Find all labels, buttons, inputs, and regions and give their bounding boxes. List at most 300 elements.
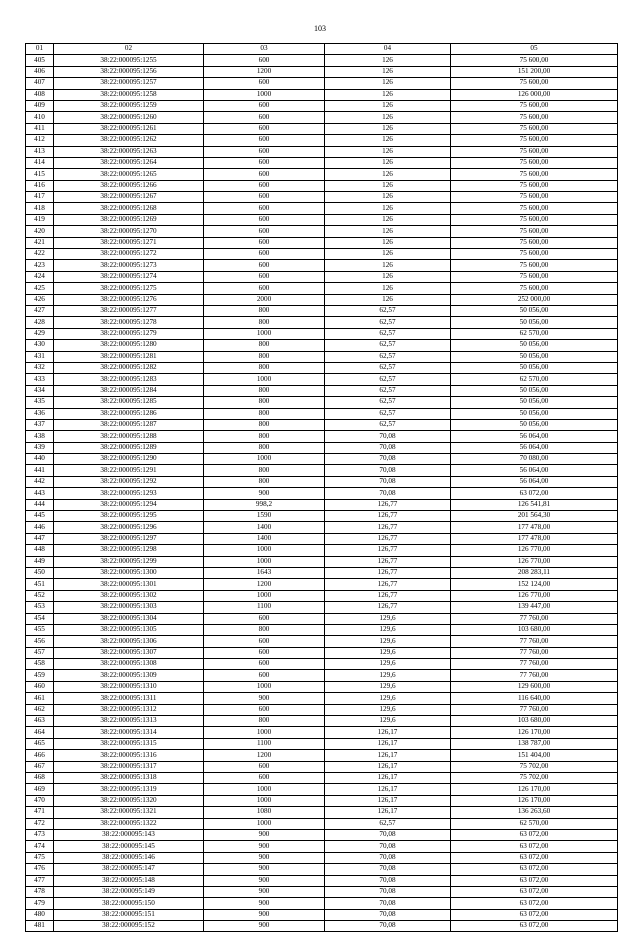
area-cell: 1000 bbox=[204, 795, 325, 806]
cadastral-number-cell: 38:22:000095:1288 bbox=[54, 431, 204, 442]
rate-cell: 70,08 bbox=[325, 829, 451, 840]
area-cell: 800 bbox=[204, 362, 325, 373]
rate-cell: 126 bbox=[325, 123, 451, 134]
row-number-cell: 428 bbox=[26, 317, 54, 328]
cadastral-number-cell: 38:22:000095:1280 bbox=[54, 340, 204, 351]
value-cell: 77 760,00 bbox=[451, 659, 618, 670]
table-row bbox=[26, 100, 618, 111]
rate-cell: 129,6 bbox=[325, 636, 451, 647]
cadastral-number-cell: 38:22:000095:1271 bbox=[54, 237, 204, 248]
row-number-cell: 471 bbox=[26, 807, 54, 818]
cadastral-number-cell: 38:22:000095:147 bbox=[54, 864, 204, 875]
area-cell: 1400 bbox=[204, 522, 325, 533]
row-number-cell: 481 bbox=[26, 921, 54, 932]
rate-cell: 70,08 bbox=[325, 841, 451, 852]
row-number-cell: 477 bbox=[26, 875, 54, 886]
row-number-cell: 480 bbox=[26, 909, 54, 920]
table-row bbox=[26, 146, 618, 157]
row-number-cell: 417 bbox=[26, 192, 54, 203]
rate-cell: 62,57 bbox=[325, 317, 451, 328]
value-cell: 63 072,00 bbox=[451, 864, 618, 875]
rate-cell: 62,57 bbox=[325, 340, 451, 351]
row-number-cell: 440 bbox=[26, 454, 54, 465]
cadastral-number-cell: 38:22:000095:1322 bbox=[54, 818, 204, 829]
table-header-row bbox=[26, 44, 618, 55]
table-row bbox=[26, 716, 618, 727]
row-number-cell: 442 bbox=[26, 476, 54, 487]
table-row bbox=[26, 66, 618, 77]
table-row bbox=[26, 522, 618, 533]
table-row bbox=[26, 875, 618, 886]
row-number-cell: 444 bbox=[26, 499, 54, 510]
area-cell: 900 bbox=[204, 909, 325, 920]
row-number-cell: 419 bbox=[26, 214, 54, 225]
table-row bbox=[26, 351, 618, 362]
area-cell: 600 bbox=[204, 157, 325, 168]
row-number-cell: 459 bbox=[26, 670, 54, 681]
area-cell: 1000 bbox=[204, 727, 325, 738]
table-row bbox=[26, 362, 618, 373]
area-cell: 800 bbox=[204, 385, 325, 396]
cadastral-number-cell: 38:22:000095:1273 bbox=[54, 260, 204, 271]
row-number-cell: 424 bbox=[26, 271, 54, 282]
area-cell: 600 bbox=[204, 773, 325, 784]
value-cell: 63 072,00 bbox=[451, 488, 618, 499]
row-number-cell: 412 bbox=[26, 135, 54, 146]
table-row bbox=[26, 511, 618, 522]
row-number-cell: 441 bbox=[26, 465, 54, 476]
table-row bbox=[26, 590, 618, 601]
rate-cell: 62,57 bbox=[325, 408, 451, 419]
rate-cell: 126,77 bbox=[325, 602, 451, 613]
row-number-cell: 475 bbox=[26, 852, 54, 863]
value-cell: 50 056,00 bbox=[451, 408, 618, 419]
value-cell: 75 600,00 bbox=[451, 157, 618, 168]
row-number-cell: 423 bbox=[26, 260, 54, 271]
row-number-cell: 415 bbox=[26, 169, 54, 180]
area-cell: 800 bbox=[204, 624, 325, 635]
cadastral-number-cell: 38:22:000095:1295 bbox=[54, 511, 204, 522]
table-row bbox=[26, 886, 618, 897]
cadastral-number-cell: 38:22:000095:1292 bbox=[54, 476, 204, 487]
value-cell: 75 600,00 bbox=[451, 112, 618, 123]
cadastral-number-cell: 38:22:000095:1289 bbox=[54, 442, 204, 453]
table-row bbox=[26, 305, 618, 316]
table-row bbox=[26, 55, 618, 66]
row-number-cell: 426 bbox=[26, 294, 54, 305]
area-cell: 900 bbox=[204, 886, 325, 897]
area-cell: 900 bbox=[204, 898, 325, 909]
rate-cell: 126 bbox=[325, 157, 451, 168]
row-number-cell: 438 bbox=[26, 431, 54, 442]
value-cell: 75 600,00 bbox=[451, 100, 618, 111]
cadastral-number-cell: 38:22:000095:1301 bbox=[54, 579, 204, 590]
table-row bbox=[26, 704, 618, 715]
area-cell: 600 bbox=[204, 647, 325, 658]
row-number-cell: 413 bbox=[26, 146, 54, 157]
table-row bbox=[26, 613, 618, 624]
rate-cell: 126 bbox=[325, 203, 451, 214]
area-cell: 800 bbox=[204, 351, 325, 362]
row-number-cell: 416 bbox=[26, 180, 54, 191]
area-cell: 900 bbox=[204, 875, 325, 886]
row-number-cell: 418 bbox=[26, 203, 54, 214]
cadastral-number-cell: 38:22:000095:1272 bbox=[54, 249, 204, 260]
row-number-cell: 431 bbox=[26, 351, 54, 362]
cadastral-number-cell: 38:22:000095:1316 bbox=[54, 750, 204, 761]
area-cell: 600 bbox=[204, 636, 325, 647]
rate-cell: 129,6 bbox=[325, 624, 451, 635]
area-cell: 1000 bbox=[204, 818, 325, 829]
rate-cell: 126 bbox=[325, 100, 451, 111]
table-row bbox=[26, 624, 618, 635]
value-cell: 126 170,00 bbox=[451, 727, 618, 738]
row-number-cell: 472 bbox=[26, 818, 54, 829]
row-number-cell: 410 bbox=[26, 112, 54, 123]
area-cell: 1100 bbox=[204, 602, 325, 613]
table-row bbox=[26, 180, 618, 191]
cadastral-number-cell: 38:22:000095:1320 bbox=[54, 795, 204, 806]
table-row bbox=[26, 693, 618, 704]
table-row bbox=[26, 488, 618, 499]
area-cell: 900 bbox=[204, 864, 325, 875]
row-number-cell: 414 bbox=[26, 157, 54, 168]
area-cell: 1000 bbox=[204, 681, 325, 692]
area-cell: 600 bbox=[204, 146, 325, 157]
area-cell: 600 bbox=[204, 613, 325, 624]
area-cell: 800 bbox=[204, 465, 325, 476]
row-number-cell: 447 bbox=[26, 533, 54, 544]
row-number-cell: 466 bbox=[26, 750, 54, 761]
row-number-cell: 408 bbox=[26, 89, 54, 100]
cadastral-number-cell: 38:22:000095:1284 bbox=[54, 385, 204, 396]
value-cell: 75 600,00 bbox=[451, 192, 618, 203]
area-cell: 1000 bbox=[204, 328, 325, 339]
table-row bbox=[26, 454, 618, 465]
table-row bbox=[26, 738, 618, 749]
row-number-cell: 453 bbox=[26, 602, 54, 613]
cadastral-number-cell: 38:22:000095:1270 bbox=[54, 226, 204, 237]
area-cell: 600 bbox=[204, 761, 325, 772]
rate-cell: 126 bbox=[325, 249, 451, 260]
area-cell: 2000 bbox=[204, 294, 325, 305]
value-cell: 56 064,00 bbox=[451, 476, 618, 487]
value-cell: 63 072,00 bbox=[451, 852, 618, 863]
table-row bbox=[26, 123, 618, 134]
row-number-cell: 473 bbox=[26, 829, 54, 840]
rate-cell: 70,08 bbox=[325, 864, 451, 875]
row-number-cell: 454 bbox=[26, 613, 54, 624]
cadastral-number-cell: 38:22:000095:1262 bbox=[54, 135, 204, 146]
row-number-cell: 433 bbox=[26, 374, 54, 385]
value-cell: 50 056,00 bbox=[451, 305, 618, 316]
area-cell: 800 bbox=[204, 476, 325, 487]
table-row bbox=[26, 659, 618, 670]
row-number-cell: 439 bbox=[26, 442, 54, 453]
cadastral-number-cell: 38:22:000095:1266 bbox=[54, 180, 204, 191]
value-cell: 50 056,00 bbox=[451, 340, 618, 351]
cadastral-number-cell: 38:22:000095:1257 bbox=[54, 78, 204, 89]
cadastral-number-cell: 38:22:000095:1255 bbox=[54, 55, 204, 66]
rate-cell: 126 bbox=[325, 66, 451, 77]
rate-cell: 62,57 bbox=[325, 305, 451, 316]
area-cell: 900 bbox=[204, 921, 325, 932]
table-row bbox=[26, 818, 618, 829]
value-cell: 152 124,00 bbox=[451, 579, 618, 590]
cadastral-number-cell: 38:22:000095:1317 bbox=[54, 761, 204, 772]
column-header: 05 bbox=[451, 44, 618, 55]
cadastral-number-cell: 38:22:000095:1303 bbox=[54, 602, 204, 613]
table-row bbox=[26, 192, 618, 203]
rate-cell: 62,57 bbox=[325, 328, 451, 339]
cadastral-number-cell: 38:22:000095:1305 bbox=[54, 624, 204, 635]
value-cell: 75 600,00 bbox=[451, 214, 618, 225]
rate-cell: 129,6 bbox=[325, 716, 451, 727]
cadastral-number-cell: 38:22:000095:1261 bbox=[54, 123, 204, 134]
rate-cell: 129,6 bbox=[325, 681, 451, 692]
area-cell: 800 bbox=[204, 431, 325, 442]
row-number-cell: 409 bbox=[26, 100, 54, 111]
area-cell: 800 bbox=[204, 419, 325, 430]
row-number-cell: 469 bbox=[26, 784, 54, 795]
rate-cell: 70,08 bbox=[325, 476, 451, 487]
rate-cell: 126 bbox=[325, 89, 451, 100]
row-number-cell: 425 bbox=[26, 283, 54, 294]
rate-cell: 126 bbox=[325, 169, 451, 180]
value-cell: 126 770,00 bbox=[451, 590, 618, 601]
table-row bbox=[26, 556, 618, 567]
row-number-cell: 455 bbox=[26, 624, 54, 635]
area-cell: 900 bbox=[204, 488, 325, 499]
row-number-cell: 456 bbox=[26, 636, 54, 647]
cadastral-number-cell: 38:22:000095:1285 bbox=[54, 397, 204, 408]
area-cell: 1000 bbox=[204, 89, 325, 100]
rate-cell: 70,08 bbox=[325, 886, 451, 897]
value-cell: 75 600,00 bbox=[451, 169, 618, 180]
value-cell: 151 200,00 bbox=[451, 66, 618, 77]
cadastral-number-cell: 38:22:000095:1281 bbox=[54, 351, 204, 362]
rate-cell: 70,08 bbox=[325, 431, 451, 442]
area-cell: 1000 bbox=[204, 454, 325, 465]
table-row bbox=[26, 157, 618, 168]
value-cell: 50 056,00 bbox=[451, 419, 618, 430]
cadastral-number-cell: 38:22:000095:1260 bbox=[54, 112, 204, 123]
rate-cell: 126,17 bbox=[325, 773, 451, 784]
row-number-cell: 460 bbox=[26, 681, 54, 692]
table-row bbox=[26, 545, 618, 556]
table-row bbox=[26, 864, 618, 875]
row-number-cell: 420 bbox=[26, 226, 54, 237]
table-row bbox=[26, 909, 618, 920]
rate-cell: 126 bbox=[325, 112, 451, 123]
cadastral-number-cell: 38:22:000095:1267 bbox=[54, 192, 204, 203]
table-row bbox=[26, 249, 618, 260]
table-row bbox=[26, 465, 618, 476]
rate-cell: 70,08 bbox=[325, 454, 451, 465]
value-cell: 77 760,00 bbox=[451, 613, 618, 624]
rate-cell: 126,17 bbox=[325, 761, 451, 772]
rate-cell: 126,17 bbox=[325, 750, 451, 761]
table-row bbox=[26, 670, 618, 681]
row-number-cell: 430 bbox=[26, 340, 54, 351]
table-row bbox=[26, 602, 618, 613]
value-cell: 151 404,00 bbox=[451, 750, 618, 761]
rate-cell: 126 bbox=[325, 146, 451, 157]
cadastral-number-cell: 38:22:000095:1259 bbox=[54, 100, 204, 111]
area-cell: 600 bbox=[204, 260, 325, 271]
row-number-cell: 463 bbox=[26, 716, 54, 727]
area-cell: 1200 bbox=[204, 579, 325, 590]
table-row bbox=[26, 636, 618, 647]
row-number-cell: 457 bbox=[26, 647, 54, 658]
table-row bbox=[26, 89, 618, 100]
value-cell: 208 283,11 bbox=[451, 567, 618, 578]
cadastral-number-cell: 38:22:000095:1277 bbox=[54, 305, 204, 316]
value-cell: 129 600,00 bbox=[451, 681, 618, 692]
cadastral-number-cell: 38:22:000095:1279 bbox=[54, 328, 204, 339]
area-cell: 600 bbox=[204, 214, 325, 225]
row-number-cell: 474 bbox=[26, 841, 54, 852]
rate-cell: 126,77 bbox=[325, 499, 451, 510]
cadastral-number-cell: 38:22:000095:148 bbox=[54, 875, 204, 886]
value-cell: 63 072,00 bbox=[451, 898, 618, 909]
row-number-cell: 437 bbox=[26, 419, 54, 430]
rate-cell: 129,6 bbox=[325, 647, 451, 658]
column-header: 04 bbox=[325, 44, 451, 55]
cadastral-number-cell: 38:22:000095:1321 bbox=[54, 807, 204, 818]
value-cell: 75 600,00 bbox=[451, 283, 618, 294]
area-cell: 900 bbox=[204, 841, 325, 852]
area-cell: 600 bbox=[204, 249, 325, 260]
value-cell: 75 600,00 bbox=[451, 55, 618, 66]
area-cell: 600 bbox=[204, 100, 325, 111]
cadastral-number-cell: 38:22:000095:1275 bbox=[54, 283, 204, 294]
row-number-cell: 406 bbox=[26, 66, 54, 77]
row-number-cell: 421 bbox=[26, 237, 54, 248]
rate-cell: 129,6 bbox=[325, 659, 451, 670]
cadastral-number-cell: 38:22:000095:1300 bbox=[54, 567, 204, 578]
rate-cell: 126,17 bbox=[325, 784, 451, 795]
cadastral-number-cell: 38:22:000095:1298 bbox=[54, 545, 204, 556]
table-row bbox=[26, 237, 618, 248]
cadastral-number-cell: 38:22:000095:1291 bbox=[54, 465, 204, 476]
cadastral-number-cell: 38:22:000095:1265 bbox=[54, 169, 204, 180]
row-number-cell: 429 bbox=[26, 328, 54, 339]
cadastral-number-cell: 38:22:000095:145 bbox=[54, 841, 204, 852]
table-row bbox=[26, 761, 618, 772]
area-cell: 600 bbox=[204, 78, 325, 89]
rate-cell: 126,77 bbox=[325, 567, 451, 578]
page-number: 103 bbox=[314, 24, 326, 33]
row-number-cell: 436 bbox=[26, 408, 54, 419]
area-cell: 600 bbox=[204, 203, 325, 214]
table-row bbox=[26, 226, 618, 237]
table-row bbox=[26, 579, 618, 590]
area-cell: 600 bbox=[204, 112, 325, 123]
rate-cell: 126 bbox=[325, 226, 451, 237]
rate-cell: 62,57 bbox=[325, 397, 451, 408]
value-cell: 177 478,00 bbox=[451, 533, 618, 544]
row-number-cell: 448 bbox=[26, 545, 54, 556]
cadastral-number-cell: 38:22:000095:1307 bbox=[54, 647, 204, 658]
value-cell: 126 541,81 bbox=[451, 499, 618, 510]
value-cell: 75 600,00 bbox=[451, 78, 618, 89]
row-number-cell: 435 bbox=[26, 397, 54, 408]
value-cell: 62 570,00 bbox=[451, 328, 618, 339]
table-row bbox=[26, 340, 618, 351]
cadastral-number-cell: 38:22:000095:1263 bbox=[54, 146, 204, 157]
table-row bbox=[26, 283, 618, 294]
cadastral-number-cell: 38:22:000095:1306 bbox=[54, 636, 204, 647]
row-number-cell: 405 bbox=[26, 55, 54, 66]
cadastral-number-cell: 38:22:000095:1318 bbox=[54, 773, 204, 784]
cadastral-number-cell: 38:22:000095:1258 bbox=[54, 89, 204, 100]
value-cell: 63 072,00 bbox=[451, 909, 618, 920]
rate-cell: 126 bbox=[325, 294, 451, 305]
value-cell: 75 702,00 bbox=[451, 761, 618, 772]
rate-cell: 62,57 bbox=[325, 818, 451, 829]
area-cell: 800 bbox=[204, 408, 325, 419]
value-cell: 77 760,00 bbox=[451, 636, 618, 647]
rate-cell: 126,77 bbox=[325, 522, 451, 533]
area-cell: 1000 bbox=[204, 374, 325, 385]
rate-cell: 70,08 bbox=[325, 488, 451, 499]
value-cell: 126 000,00 bbox=[451, 89, 618, 100]
table-row bbox=[26, 385, 618, 396]
table-row bbox=[26, 408, 618, 419]
area-cell: 600 bbox=[204, 283, 325, 294]
rate-cell: 70,08 bbox=[325, 465, 451, 476]
value-cell: 75 600,00 bbox=[451, 203, 618, 214]
rate-cell: 70,08 bbox=[325, 852, 451, 863]
cadastral-number-cell: 38:22:000095:1297 bbox=[54, 533, 204, 544]
table-row bbox=[26, 442, 618, 453]
table-row bbox=[26, 773, 618, 784]
area-cell: 800 bbox=[204, 305, 325, 316]
value-cell: 75 600,00 bbox=[451, 260, 618, 271]
area-cell: 1080 bbox=[204, 807, 325, 818]
rate-cell: 126,17 bbox=[325, 795, 451, 806]
area-cell: 1100 bbox=[204, 738, 325, 749]
table-row bbox=[26, 135, 618, 146]
cadastral-number-cell: 38:22:000095:1278 bbox=[54, 317, 204, 328]
table-row bbox=[26, 784, 618, 795]
table-row bbox=[26, 807, 618, 818]
rate-cell: 126 bbox=[325, 271, 451, 282]
value-cell: 139 447,00 bbox=[451, 602, 618, 613]
area-cell: 600 bbox=[204, 659, 325, 670]
table-row bbox=[26, 431, 618, 442]
cadastral-number-cell: 38:22:000095:1309 bbox=[54, 670, 204, 681]
value-cell: 50 056,00 bbox=[451, 362, 618, 373]
rate-cell: 126 bbox=[325, 192, 451, 203]
cadastral-number-cell: 38:22:000095:150 bbox=[54, 898, 204, 909]
rate-cell: 126 bbox=[325, 237, 451, 248]
table-row bbox=[26, 647, 618, 658]
value-cell: 75 600,00 bbox=[451, 135, 618, 146]
area-cell: 1000 bbox=[204, 784, 325, 795]
area-cell: 1000 bbox=[204, 545, 325, 556]
column-header: 03 bbox=[204, 44, 325, 55]
value-cell: 62 570,00 bbox=[451, 374, 618, 385]
value-cell: 63 072,00 bbox=[451, 886, 618, 897]
table-row bbox=[26, 317, 618, 328]
area-cell: 600 bbox=[204, 180, 325, 191]
value-cell: 138 787,00 bbox=[451, 738, 618, 749]
rate-cell: 126,77 bbox=[325, 590, 451, 601]
table-row bbox=[26, 271, 618, 282]
rate-cell: 70,08 bbox=[325, 898, 451, 909]
